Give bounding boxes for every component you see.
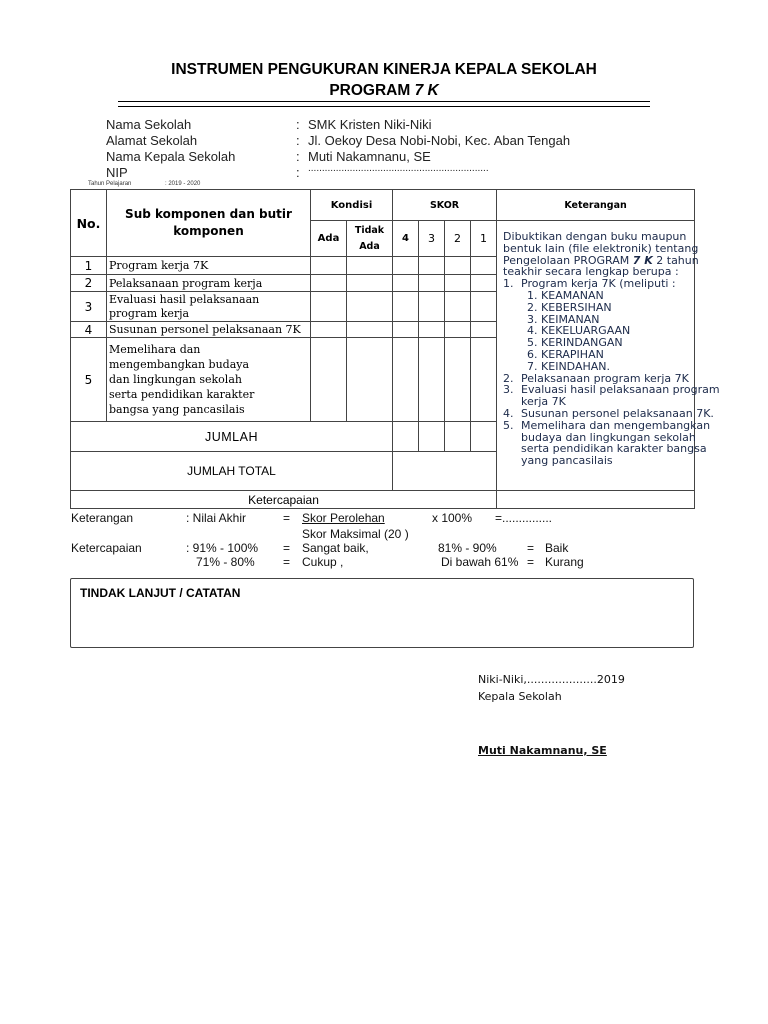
- ketercapaian-label: Ketercapaian: [71, 491, 497, 509]
- header-skor-3: 3: [419, 221, 445, 257]
- notes-item-1-text: Program kerja 7K (meliputi :: [521, 277, 676, 291]
- info-value-address: Jl. Oekoy Desa Nobi-Nobi, Kec. Aban Tengah: [308, 133, 571, 148]
- criteria-category: Sangat baik,: [302, 541, 369, 555]
- notes-intro-4: teakhir secara lengkap berupa :: [503, 265, 679, 279]
- signature-name: Muti Nakamnanu, SE: [478, 744, 607, 757]
- document-title: INSTRUMEN PENGUKURAN KINERJA KEPALA SEKOLAH: [171, 61, 597, 78]
- row-no: 3: [71, 292, 107, 322]
- criteria-range: : 91% - 100%: [186, 541, 259, 555]
- notes-intro-3-7k: 7 K: [632, 253, 653, 267]
- notes-sub-item: 5. KERINDANGAN: [527, 336, 623, 350]
- header-no: No.: [71, 190, 107, 257]
- row-text: Memelihara dan mengembangkan budaya dan lingkungan sekolah serta pendidikan karakter bangsa yang pancasilais: [107, 338, 311, 422]
- formula-times: x 100%: [432, 511, 473, 525]
- info-value-head: Muti Nakamnanu, SE: [308, 149, 431, 164]
- info-sep-head: :: [296, 149, 300, 164]
- notes-num-3: 3.: [503, 383, 514, 397]
- header-skor: SKOR: [393, 190, 497, 221]
- criteria-category-right: Baik: [545, 541, 569, 555]
- subtitle-7k: 7 K: [414, 82, 439, 99]
- notes-item-2-text: Pelaksanaan program kerja 7K: [521, 371, 689, 385]
- header-sub-komponen: Sub komponen dan butir komponen: [107, 190, 311, 257]
- formula-numerator: Skor Perolehan: [302, 511, 385, 525]
- header-skor-1: 1: [471, 221, 497, 257]
- criteria-eq: =: [283, 541, 291, 555]
- notes-item-3-cont: kerja 7K: [521, 395, 566, 409]
- notes-item-5-text: Memelihara dan mengembangkan: [521, 418, 711, 432]
- header-keterangan: Keterangan: [497, 190, 695, 221]
- row-text: Program kerja 7K: [107, 257, 311, 275]
- criteria-category-right: Kurang: [545, 555, 584, 569]
- criteria-eq: =: [283, 555, 291, 569]
- notes-sub-item: 4. KEKELUARGAAN: [527, 324, 631, 338]
- notes-num-1: 1.: [503, 277, 514, 291]
- criteria-range-right: Di bawah 61%: [441, 555, 519, 569]
- info-sep-address: :: [296, 133, 300, 148]
- criteria-label: Ketercapaian: [71, 541, 142, 555]
- jumlah-label: JUMLAH: [71, 422, 393, 452]
- criteria-eq-right: =: [527, 541, 535, 555]
- signature-role: Kepala Sekolah: [478, 690, 562, 703]
- tindak-lanjut-title: TINDAK LANJUT / CATATAN: [80, 586, 241, 600]
- formula-denominator: Skor Maksimal (20 ): [302, 527, 409, 541]
- notes-item-5-cont: budaya dan lingkungan sekolah: [521, 430, 696, 444]
- notes-intro-3-suffix: 2 tahun: [652, 253, 699, 267]
- jumlah-total-label: JUMLAH TOTAL: [71, 452, 393, 491]
- notes-item-5-cont: serta pendidikan karakter bangsa: [521, 442, 707, 456]
- info-label-nip: NIP: [106, 165, 128, 180]
- row-text: Evaluasi hasil pelaksanaan program kerja: [107, 292, 311, 322]
- subtitle-prefix: PROGRAM: [329, 82, 415, 99]
- notes-sub-item: 6. KERAPIHAN: [527, 347, 604, 361]
- assessment-table: [70, 189, 720, 509]
- row-no: 5: [71, 338, 107, 422]
- criteria-category: Cukup ,: [302, 555, 344, 569]
- info-value-school: SMK Kristen Niki-Niki: [308, 117, 432, 132]
- header-kondisi: Kondisi: [311, 190, 393, 221]
- notes-num-4: 4.: [503, 406, 514, 420]
- notes-item-3-text: Evaluasi hasil pelaksanaan program: [521, 383, 720, 397]
- criteria-eq-right: =: [527, 555, 535, 569]
- notes-sub-item: 7. KEINDAHAN.: [527, 359, 610, 373]
- signature-place-date: Niki-Niki,....................2019: [478, 673, 625, 686]
- header-tidak-ada: Tidak Ada: [347, 221, 393, 257]
- header-skor-2: 2: [445, 221, 471, 257]
- notes-intro-3-program: PROGRAM: [573, 253, 633, 267]
- notes-sub-item: 2. KEBERSIHAN: [527, 300, 612, 314]
- formula-nilai-akhir: : Nilai Akhir: [186, 511, 247, 525]
- notes-sub-item: 3. KEIMANAN: [527, 312, 600, 326]
- document-subtitle: [0, 82, 768, 100]
- row-no: 2: [71, 275, 107, 292]
- info-label-address: Alamat Sekolah: [106, 133, 198, 148]
- notes-item-5-cont: yang pancasilais: [521, 454, 613, 468]
- notes-item-4-text: Susunan personel pelaksanaan 7K.: [521, 406, 714, 420]
- title-divider: [118, 101, 650, 107]
- formula-eq: =: [283, 511, 291, 525]
- notes-sub-item: 1. KEAMANAN: [527, 288, 604, 302]
- row-text: Pelaksanaan program kerja: [107, 275, 311, 292]
- notes-num-2: 2.: [503, 371, 514, 385]
- notes-intro-3-prefix: Pengelolaan: [503, 253, 574, 267]
- row-text: Susunan personel pelaksanaan 7K: [107, 322, 311, 338]
- formula-result: =...............: [495, 511, 553, 525]
- info-sep-nip: :: [296, 165, 300, 180]
- info-value-nip: .................................................................: [308, 163, 489, 174]
- tahun-value: : 2019 - 2020: [165, 181, 201, 187]
- info-label-head: Nama Kepala Sekolah: [106, 149, 236, 164]
- info-label-school: Nama Sekolah: [106, 117, 192, 132]
- keterangan-notes: [497, 221, 720, 491]
- header-skor-4: 4: [393, 221, 419, 257]
- notes-intro-1: Dibuktikan dengan buku maupun: [503, 230, 687, 243]
- header-ada: Ada: [311, 221, 347, 257]
- criteria-range: 71% - 80%: [196, 555, 255, 569]
- formula-keterangan-label: Keterangan: [71, 511, 134, 525]
- tahun-label: Tahun Pelajaran: [88, 181, 132, 187]
- row-no: 1: [71, 257, 107, 275]
- row-no: 4: [71, 322, 107, 338]
- notes-item-5: [503, 418, 711, 432]
- notes-num-5: 5.: [503, 418, 514, 432]
- info-sep-school: :: [296, 117, 300, 132]
- notes-intro-2: bentuk lain (file elektronik) tentang: [503, 241, 699, 255]
- criteria-range-right: 81% - 90%: [438, 541, 497, 555]
